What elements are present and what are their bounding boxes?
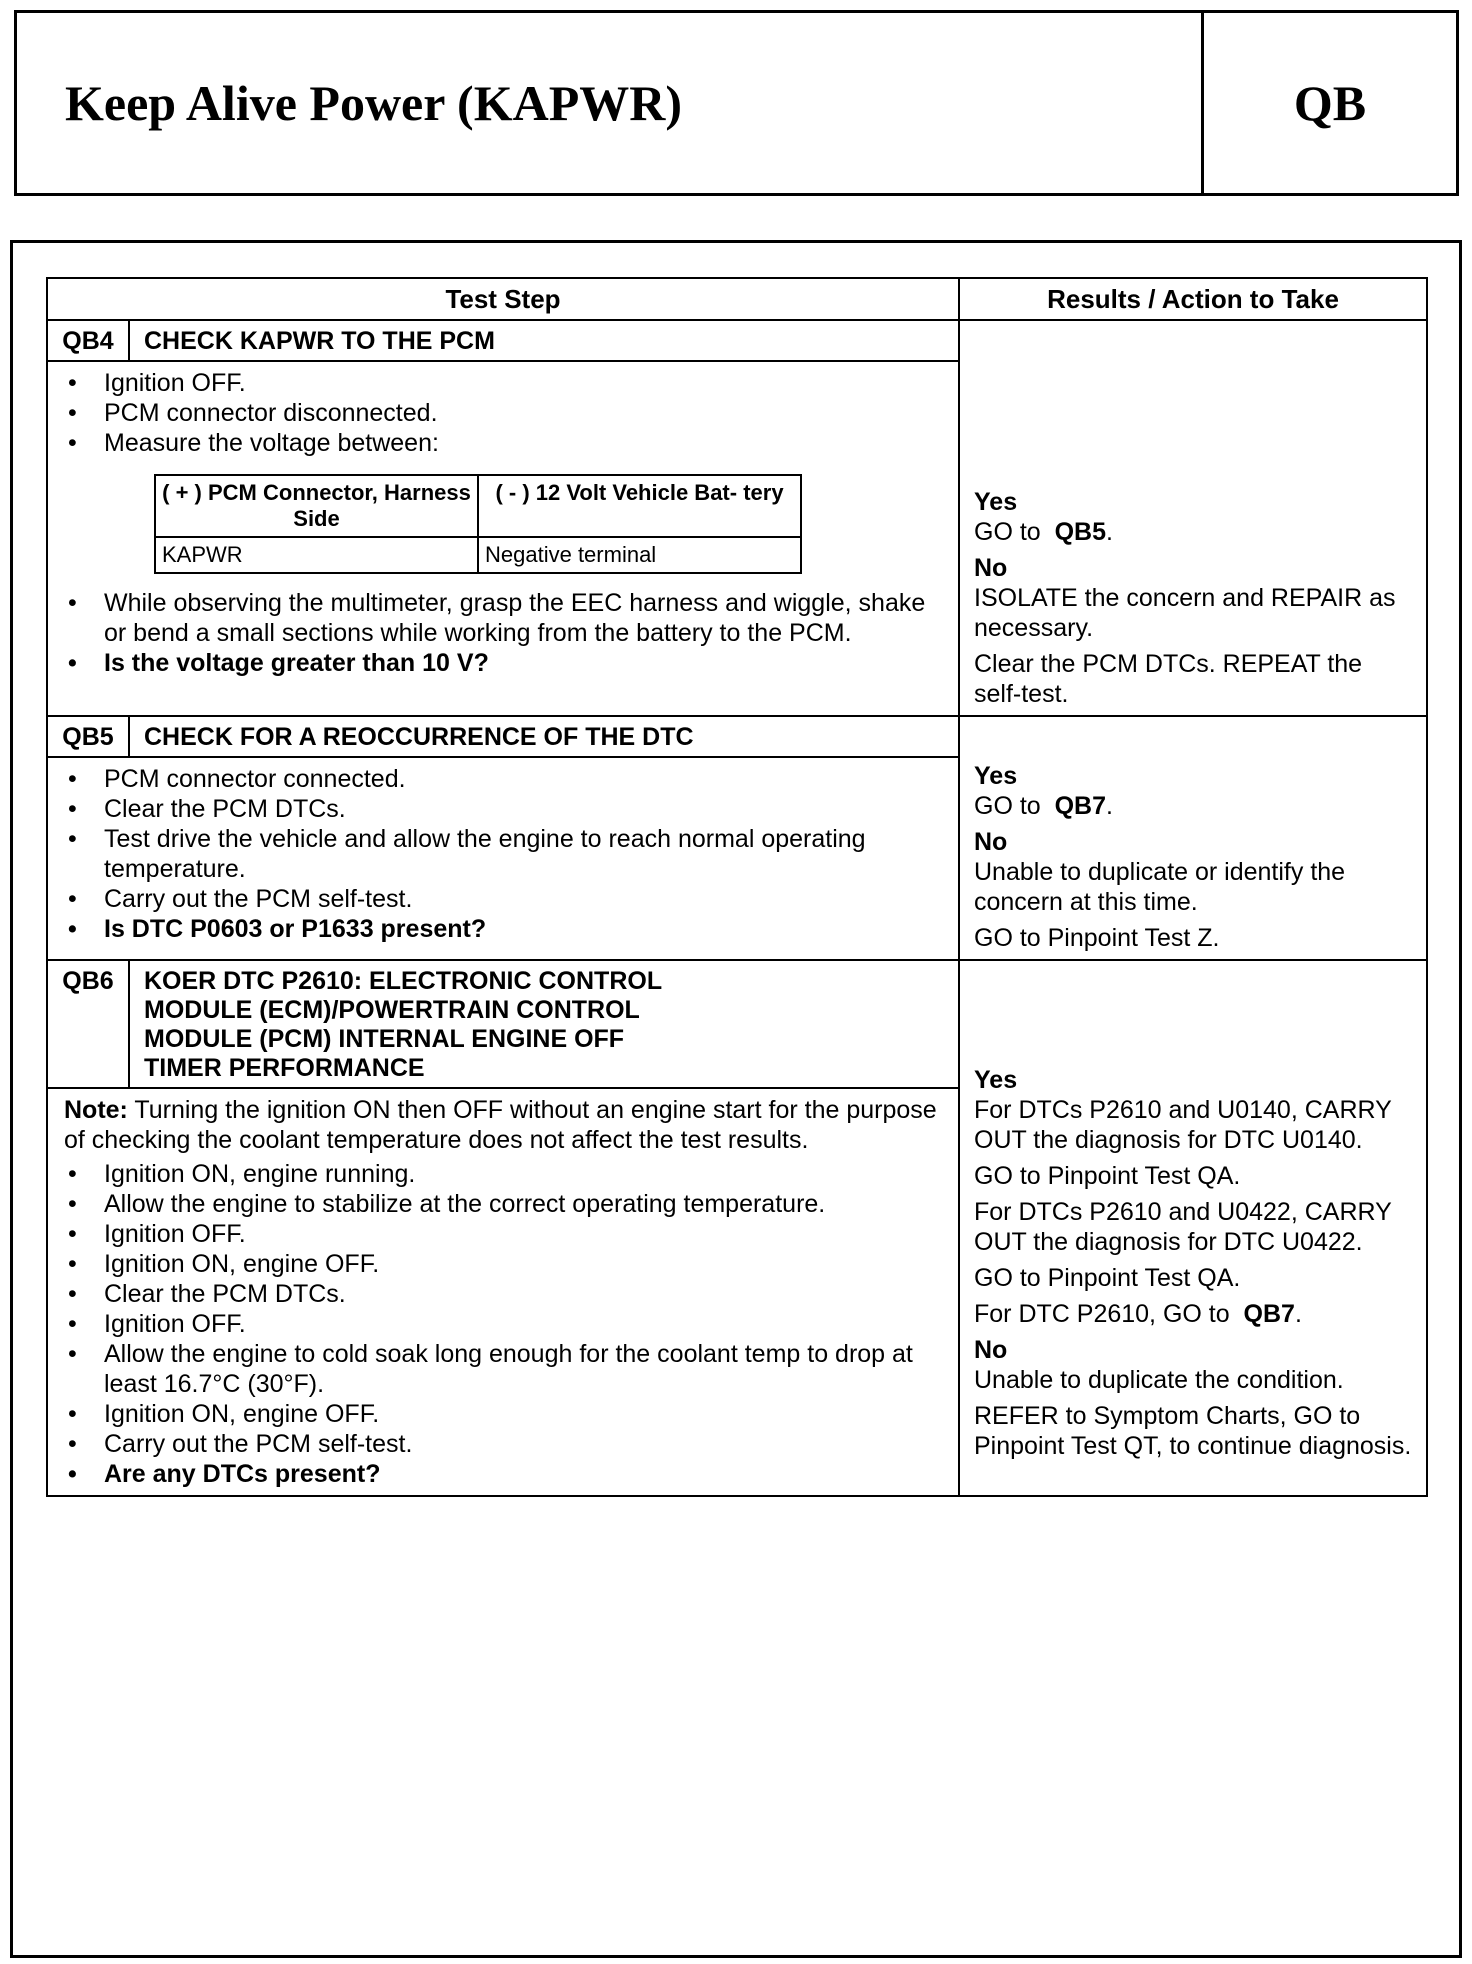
list-item: • Allow the engine to cold soak long enough for the coolant temp to drop at least 16.7°C (30°F). (64, 1339, 946, 1399)
table-header-row (47, 278, 1427, 320)
qb6-no-action-1: Unable to duplicate the condition. (974, 1366, 1344, 1394)
qb6-step-header (48, 961, 958, 1089)
qb6-result-5: For DTC P2610, GO to QB7. (974, 1300, 1302, 1328)
list-item: • PCM connector connected. (64, 764, 946, 794)
list-item: • Test drive the vehicle and allow the engine to reach normal operating temperature. (64, 824, 946, 884)
col-header-test-step: Test Step (47, 278, 959, 320)
page-header (14, 10, 1459, 196)
qb5-yes-label: Yes (974, 762, 1018, 790)
qb6-no-label: No (974, 1336, 1008, 1364)
header-title-cell (17, 13, 1204, 193)
qb6-no-action-2: REFER to Symptom Charts, GO to Pinpoint Test QT, to continue diagnosis. (974, 1402, 1412, 1460)
qb4-no-action-2: Clear the PCM DTCs. REPEAT the self-test. (974, 650, 1363, 708)
qb4-step-title: CHECK KAPWR TO THE PCM (144, 327, 495, 355)
table-row-qb5 (47, 716, 1427, 960)
col-header-results: Results / Action to Take (959, 278, 1427, 320)
list-item: • Ignition ON, engine OFF. (64, 1399, 946, 1429)
qb4-question: • Is the voltage greater than 10 V? (64, 648, 946, 678)
list-item: • Ignition OFF. (64, 1219, 946, 1249)
qb6-yes-label: Yes (974, 1066, 1018, 1094)
qb6-question: • Are any DTCs present? (64, 1459, 946, 1489)
qb6-note: Note: Turning the ignition ON then OFF without an engine start for the purpose of checking the coolant temperature does not affect the test results. (64, 1096, 937, 1154)
qb6-step-cell (47, 960, 959, 1496)
qb6-result-1: For DTCs P2610 and U0140, CARRY OUT the diagnosis for DTC U0140. (974, 1096, 1392, 1154)
qb5-step-body (48, 758, 958, 950)
qb5-no-label: No (974, 828, 1008, 856)
qb5-results-cell (959, 716, 1427, 960)
page-title: Keep Alive Power (KAPWR) (65, 75, 682, 131)
table-row-qb4 (47, 320, 1427, 716)
list-item: • Ignition OFF. (64, 368, 946, 398)
meas-header-positive: ( + ) PCM Connector, Harness Side (155, 475, 478, 537)
list-item: • While observing the multimeter, grasp the EEC harness and wiggle, shake or bend a small sections while working from the battery to the PCM. (64, 588, 946, 648)
qb4-step-cell (47, 320, 959, 716)
qb6-step-body (48, 1089, 958, 1495)
qb5-yes-action: GO to QB7. (974, 792, 1113, 820)
qb4-step-header (48, 321, 958, 362)
table-row-qb6 (47, 960, 1427, 1496)
list-item: • Clear the PCM DTCs. (64, 1279, 946, 1309)
list-item: • Allow the engine to stabilize at the correct operating temperature. (64, 1189, 946, 1219)
list-item: • Ignition OFF. (64, 1309, 946, 1339)
qb5-question: • Is DTC P0603 or P1633 present? (64, 914, 946, 944)
qb5-step-cell (47, 716, 959, 960)
qb4-yes-action: GO to QB5. (974, 518, 1113, 546)
qb6-result-2: GO to Pinpoint Test QA. (974, 1162, 1241, 1190)
list-item: • Carry out the PCM self-test. (64, 884, 946, 914)
qb5-no-action: Unable to duplicate or identify the concern at this time. (974, 858, 1346, 916)
qb5-step-title: CHECK FOR A REOCCURRENCE OF THE DTC (144, 723, 694, 751)
qb4-no-label: No (974, 554, 1008, 582)
qb6-step-id: QB6 (48, 961, 130, 1087)
pinpoint-test-table (46, 277, 1428, 1497)
content-frame (10, 240, 1462, 1958)
list-item: • PCM connector disconnected. (64, 398, 946, 428)
meas-value-positive: KAPWR (155, 537, 478, 573)
qb5-no-action-2: GO to Pinpoint Test Z. (974, 924, 1220, 952)
list-item: • Ignition ON, engine running. (64, 1159, 946, 1189)
measurement-table (154, 474, 802, 574)
qb4-no-action: ISOLATE the concern and REPAIR as necessary. (974, 584, 1396, 642)
qb6-result-4: GO to Pinpoint Test QA. (974, 1264, 1241, 1292)
list-item: • Clear the PCM DTCs. (64, 794, 946, 824)
meas-value-negative: Negative terminal (478, 537, 801, 573)
qb4-step-id: QB4 (48, 321, 130, 360)
section-code: QB (1293, 75, 1367, 131)
meas-header-negative: ( - ) 12 Volt Vehicle Bat- tery (478, 475, 801, 537)
header-code-cell (1204, 13, 1456, 193)
qb4-yes-label: Yes (974, 488, 1018, 516)
qb5-step-header (48, 717, 958, 758)
qb4-step-body (48, 362, 958, 684)
qb6-results-cell (959, 960, 1427, 1496)
qb6-result-3: For DTCs P2610 and U0422, CARRY OUT the diagnosis for DTC U0422. (974, 1198, 1392, 1256)
qb4-results-cell (959, 320, 1427, 716)
qb5-step-id: QB5 (48, 717, 130, 756)
list-item: • Measure the voltage between: (64, 428, 946, 458)
list-item: • Ignition ON, engine OFF. (64, 1249, 946, 1279)
qb6-step-title: KOER DTC P2610: ELECTRONIC CONTROL MODULE (ECM)/POWERTRAIN CONTROL MODULE (PCM) INTERNAL ENGINE OFF TIMER PERFORMANCE (144, 967, 662, 1082)
list-item: • Carry out the PCM self-test. (64, 1429, 946, 1459)
